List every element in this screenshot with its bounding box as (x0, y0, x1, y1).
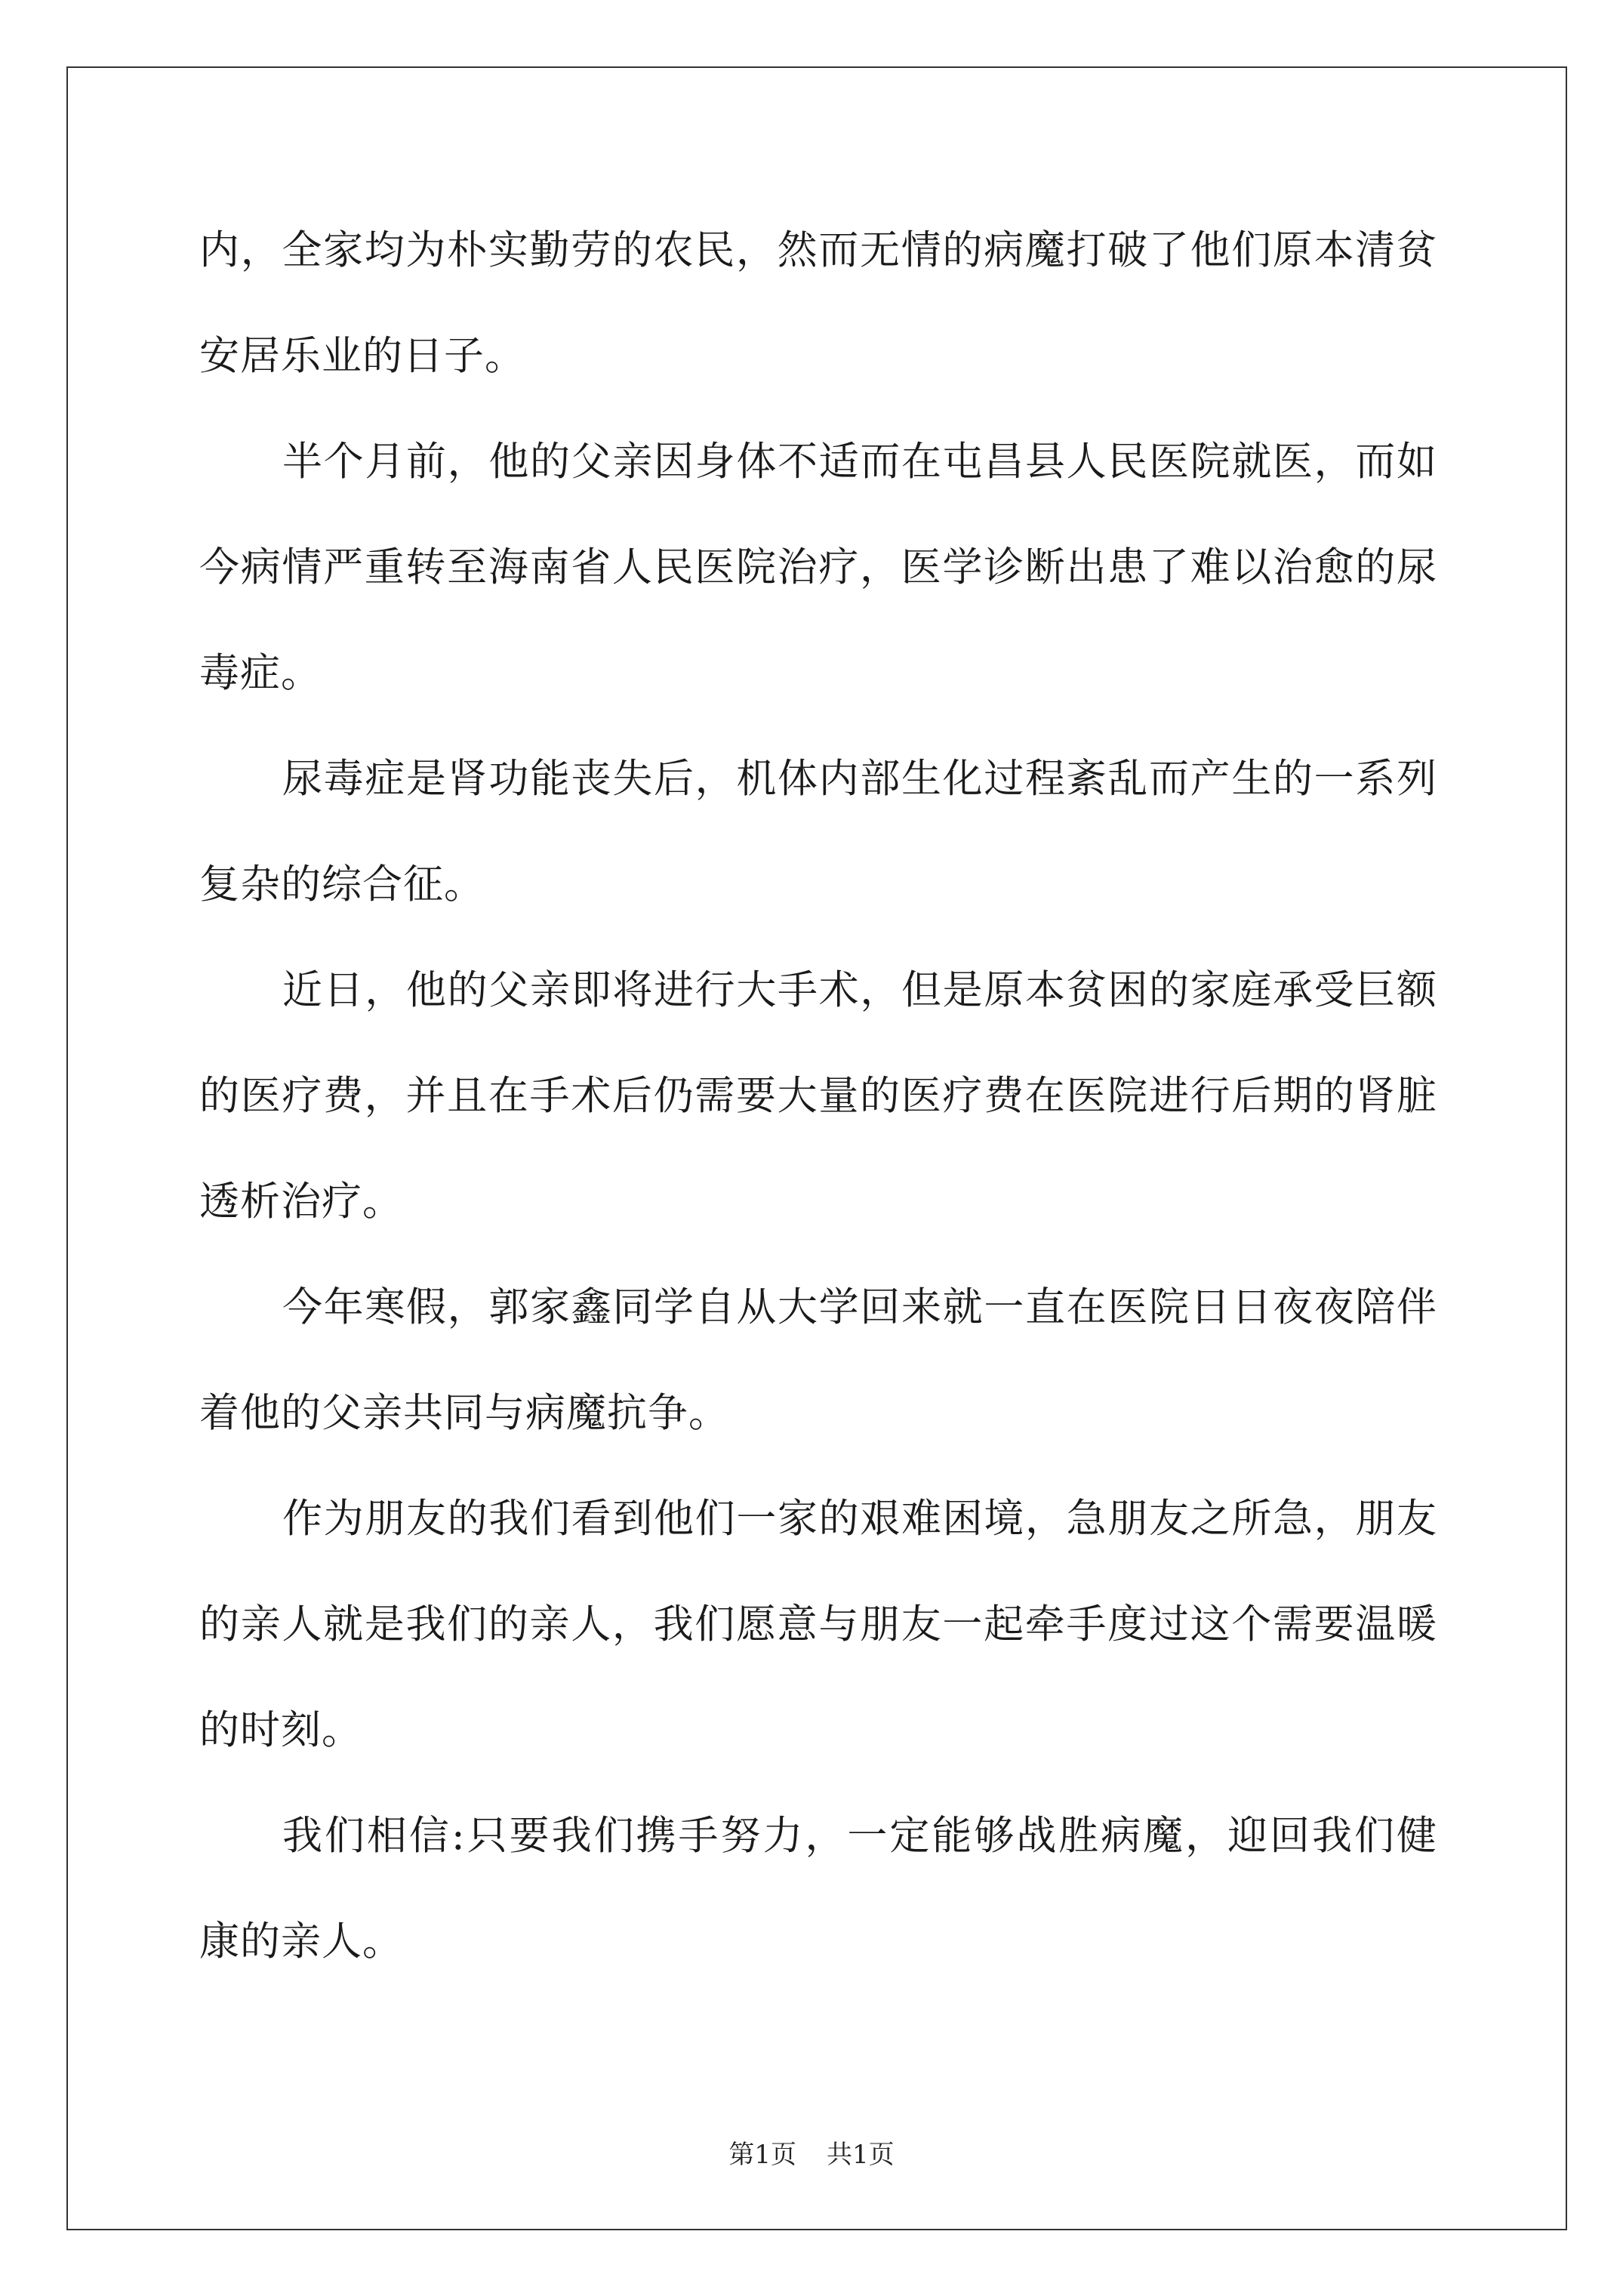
page-number-current: 第1页 (728, 2140, 796, 2170)
paragraph-uremia-definition: 尿毒症是肾功能丧失后，机体内部生化过程紊乱而产生的一系列复杂的综合征。 (199, 756, 1437, 908)
document-body (199, 198, 1437, 1995)
paragraph-surgery-costs: 近日，他的父亲即将进行大手术，但是原本贫困的家庭承受巨额的医疗费，并且在手术后仍需要大量的医疗费在医院进行后期的肾脏透析治疗。 (199, 967, 1437, 1225)
paragraph-friends-help: 作为朋友的我们看到他们一家的艰难困境，急朋友之所急，朋友的亲人就是我们的亲人，我们愿意与朋友一起牵手度过这个需要温暖的时刻。 (199, 1496, 1437, 1753)
page-number-total: 共1页 (827, 2140, 895, 2170)
paragraph-continuation: 内，全家均为朴实勤劳的农民，然而无情的病魔打破了他们原本清贫安居乐业的日子。 (199, 227, 1437, 379)
page-footer (0, 2140, 1623, 2170)
paragraph-belief: 我们相信:只要我们携手努力，一定能够战胜病魔，迎回我们健康的亲人。 (199, 1813, 1437, 1965)
paragraph-winter-vacation: 今年寒假，郭家鑫同学自从大学回来就一直在医院日日夜夜陪伴着他的父亲共同与病魔抗争。 (199, 1284, 1437, 1436)
paragraph-father-hospital: 半个月前，他的父亲因身体不适而在屯昌县人民医院就医，而如今病情严重转至海南省人民医院治疗，医学诊断出患了难以治愈的尿毒症。 (199, 439, 1437, 696)
